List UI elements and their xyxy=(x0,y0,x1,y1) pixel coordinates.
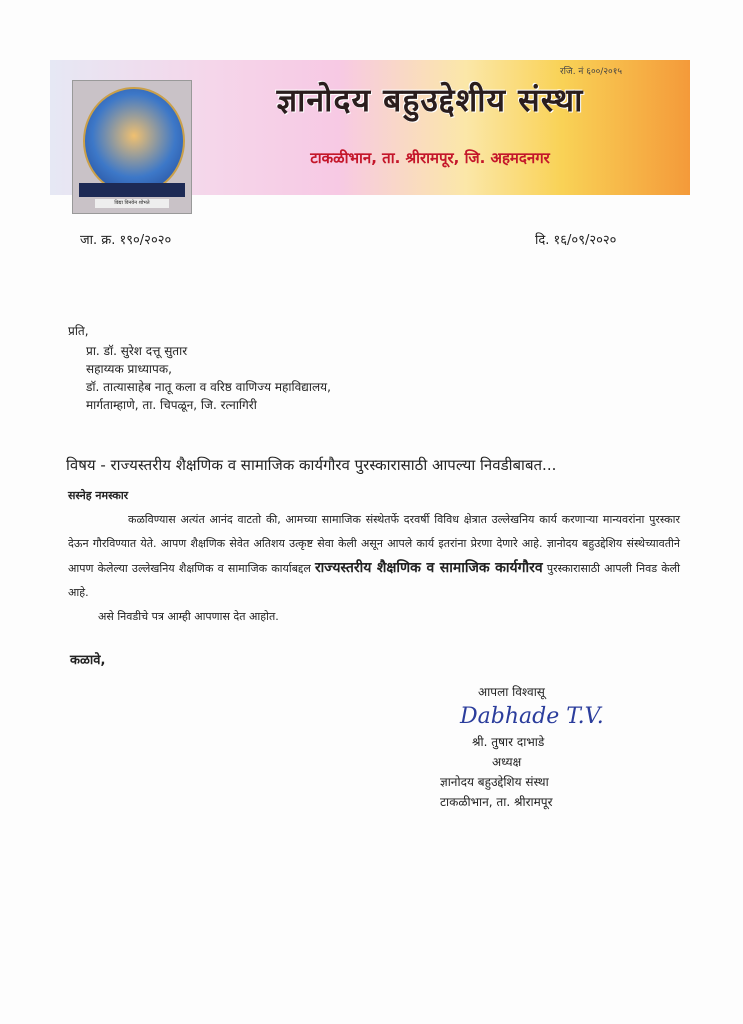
signatory-place: टाकळीभान, ता. श्रीरामपूर xyxy=(440,795,553,809)
logo-ribbon xyxy=(79,183,185,197)
body-paragraph-1 xyxy=(68,508,680,605)
addressee-to: प्रति, xyxy=(68,324,89,338)
award-name: राज्यस्तरीय शैक्षणिक व सामाजिक कार्यगौरव xyxy=(314,560,543,576)
body-paragraph-2: असे निवडीचे पत्र आम्ही आपणास देत आहोत. xyxy=(98,610,279,623)
logo-caption: विद्या विनयेन शोभते xyxy=(95,199,169,208)
addressee-designation: सहाय्यक प्राध्यापक, xyxy=(86,362,172,376)
addressee-college: डॉ. तात्यासाहेब नातू कला व वरिष्ठ वाणिज्य महाविद्यालय, xyxy=(86,380,331,394)
signatory-title: अध्यक्ष xyxy=(492,755,522,769)
organization-address: टाकळीभान, ता. श्रीरामपूर, जि. अहमदनगर xyxy=(310,149,550,167)
subject-line: विषय - राज्यस्तरीय शैक्षणिक व सामाजिक कार्यगौरव पुरस्कारासाठी आपल्या निवडीबाबत... xyxy=(66,456,557,474)
closing: कळावे, xyxy=(70,653,106,668)
greeting: सस्नेह नमस्कार xyxy=(68,489,129,502)
addressee-name: प्रा. डॉ. सुरेश दत्तू सुतार xyxy=(86,344,188,358)
organization-logo xyxy=(72,80,192,214)
signatory-name: श्री. तुषार दाभाडे xyxy=(472,735,545,749)
body-text: कळविण्यास अत्यंत आनंद वाटतो की, आमच्या सामाजिक संस्थेतर्फे दरवर्षी विविध क्षेत्रात उल्लेखनिय कार्य करणाऱ्या मान्यवरांना पुरस्कार देऊन गौरविण्यात येते. आपण शैक्षणिक सेवेत अतिशय उत्कृष्ट सेवा केली असून आपले कार्य इतरांना प्रेरणा देणारे आहे. ज्ञानोदय बहुउद्देशिय संस्थेच्यावतीने आपण केलेल्या उल्लेखनिय शैक्षणिक व सामाजिक कार्याबद्दल xyxy=(68,513,680,575)
signatory-organization: ज्ञानोदय बहुउद्देशिय संस्था xyxy=(440,775,549,789)
letter-date: दि. १६/०९/२०२० xyxy=(535,233,617,248)
body-text: पुरस्कारासाठी आपली निवड केली आहे. xyxy=(68,562,680,599)
organization-name: ज्ञानोदय बहुउद्देशीय संस्था xyxy=(276,81,584,119)
yours-faithfully: आपला विश्वासू xyxy=(478,685,545,699)
letter-body xyxy=(68,508,680,629)
logo-emblem xyxy=(83,87,185,195)
reference-number: जा. क्र. १९०/२०२० xyxy=(80,233,172,248)
addressee-place: मार्गताम्हाणे, ता. चिपळून, जि. रत्नागिरी xyxy=(86,398,257,412)
signature-block xyxy=(430,682,610,812)
registration-number: रजि. नं ६००/२०१५ xyxy=(560,67,623,77)
handwritten-signature: Dabhade T.V. xyxy=(460,704,604,729)
